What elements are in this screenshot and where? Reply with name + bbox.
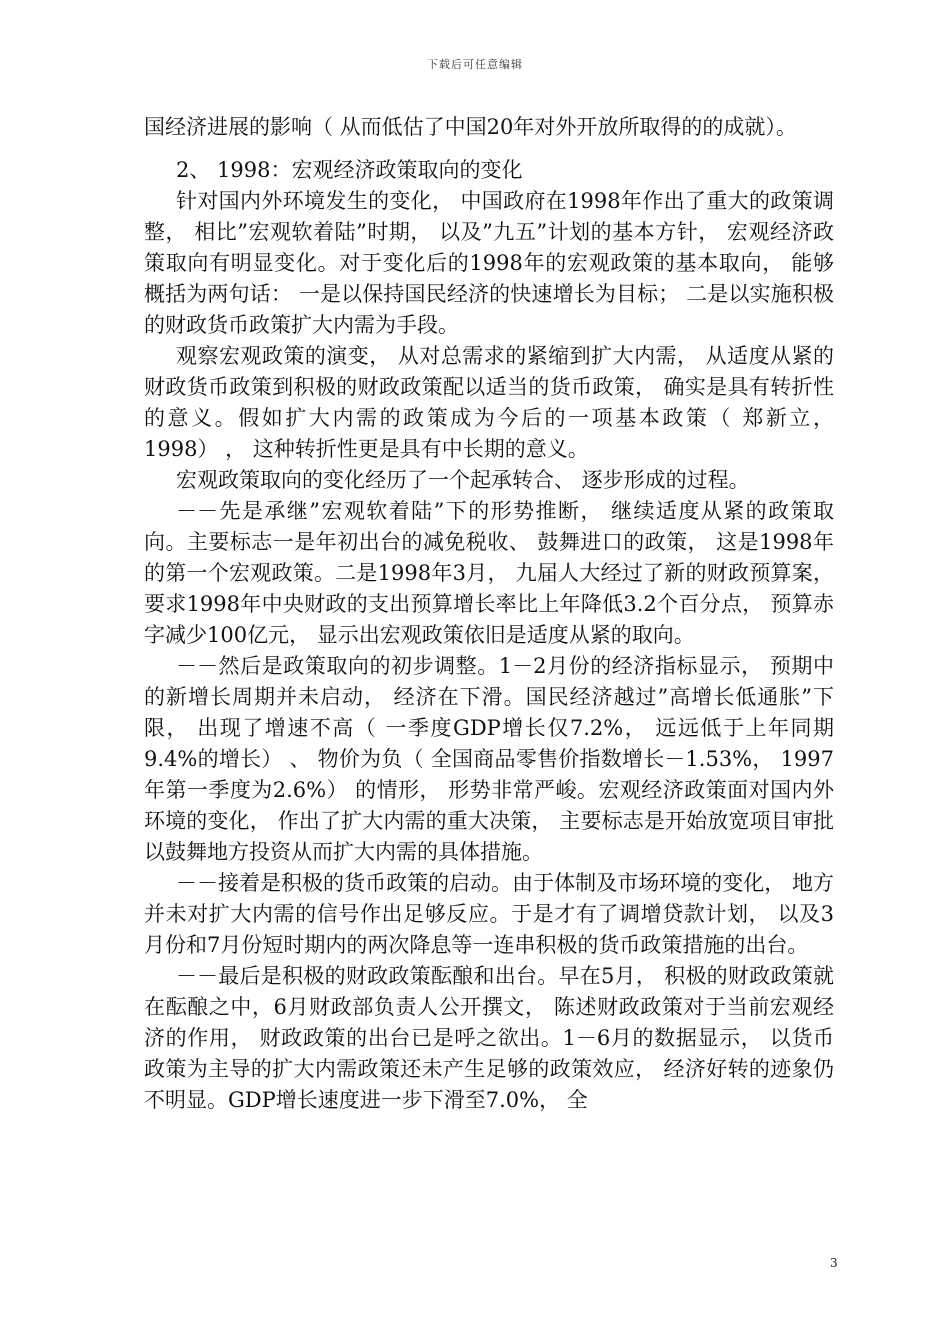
paragraph: 观察宏观政策的演变， 从对总需求的紧缩到扩大内需， 从适度从紧的财政货币政策到积极的财政政策配以适当的货币政策， 确实是具有转折性的意义。假如扩大内需的政策成为今后的一项基本政策（ 郑新立， 1998） ， 这种转折性更是具有中长期的意义。 bbox=[144, 344, 834, 461]
page-number: 3 bbox=[830, 1256, 838, 1270]
paragraph: 宏观政策取向的变化经历了一个起承转合、 逐步形成的过程。 bbox=[176, 468, 750, 492]
document-body bbox=[144, 112, 834, 1116]
paragraph: －－最后是积极的财政政策酝酿和出台。早在5月， 积极的财政政策就在酝酿之中，6月财政部负责人公开撰文， 陈述财政政策对于当前宏观经济的作用， 财政政策的出台已是呼之欲出。1－6月的数据显示， 以货币政策为主导的扩大内需政策还未产生足够的政策效应， 经济好转的迹象仍不明显。GDP增长速度进一步下滑至7.0%， 全 bbox=[144, 964, 834, 1112]
paragraph: －－先是承继”宏观软着陆”下的形势推断， 继续适度从紧的政策取向。主要标志一是年初出台的减免税收、 鼓舞进口的政策， 这是1998年的第一个宏观政策。二是1998年3月， 九届人大经过了新的财政预算案， 要求1998年中央财政的支出预算增长率比上年降低3.2个百分点， 预算赤字减少100亿元， 显示出宏观政策依旧是适度从紧的取向。 bbox=[144, 499, 834, 647]
paragraph-continuation: 国经济进展的影响（ 从而低估了中国20年对外开放所取得的的成就）。 bbox=[144, 115, 797, 139]
section-heading: 2、 1998：宏观经济政策取向的变化 bbox=[176, 158, 523, 182]
paragraph: －－接着是积极的货币政策的启动。由于体制及市场环境的变化， 地方并未对扩大内需的信号作出足够反应。于是才有了调增贷款计划， 以及3月份和7月份短时期内的两次降息等一连串积极的货币政策措施的出台。 bbox=[144, 871, 834, 957]
paragraph: 针对国内外环境发生的变化， 中国政府在1998年作出了重大的政策调整， 相比”宏观软着陆”时期， 以及”九五”计划的基本方针， 宏观经济政策取向有明显变化。对于变化后的1998年的宏观政策的基本取向， 能够概括为两句话： 一是以保持国民经济的快速增长为目标； 二是以实施积极的财政货币政策扩大内需为手段。 bbox=[144, 189, 834, 337]
page-header: 下载后可任意编辑 bbox=[427, 58, 523, 71]
paragraph: －－然后是政策取向的初步调整。1－2月份的经济指标显示， 预期中的新增长周期并未启动， 经济在下滑。国民经济越过”高增长低通胀”下限， 出现了增速不高（ 一季度GDP增长仅7.2%， 远远低于上年同期9.4%的增长） 、 物价为负（ 全国商品零售价指数增长－1.53%， 1997年第一季度为2.6%） 的情形， 形势非常严峻。宏观经济政策面对国内外环境的变化， 作出了扩大内需的重大决策， 主要标志是开始放宽项目审批以鼓舞地方投资从而扩大内需的具体措施。 bbox=[144, 654, 834, 864]
